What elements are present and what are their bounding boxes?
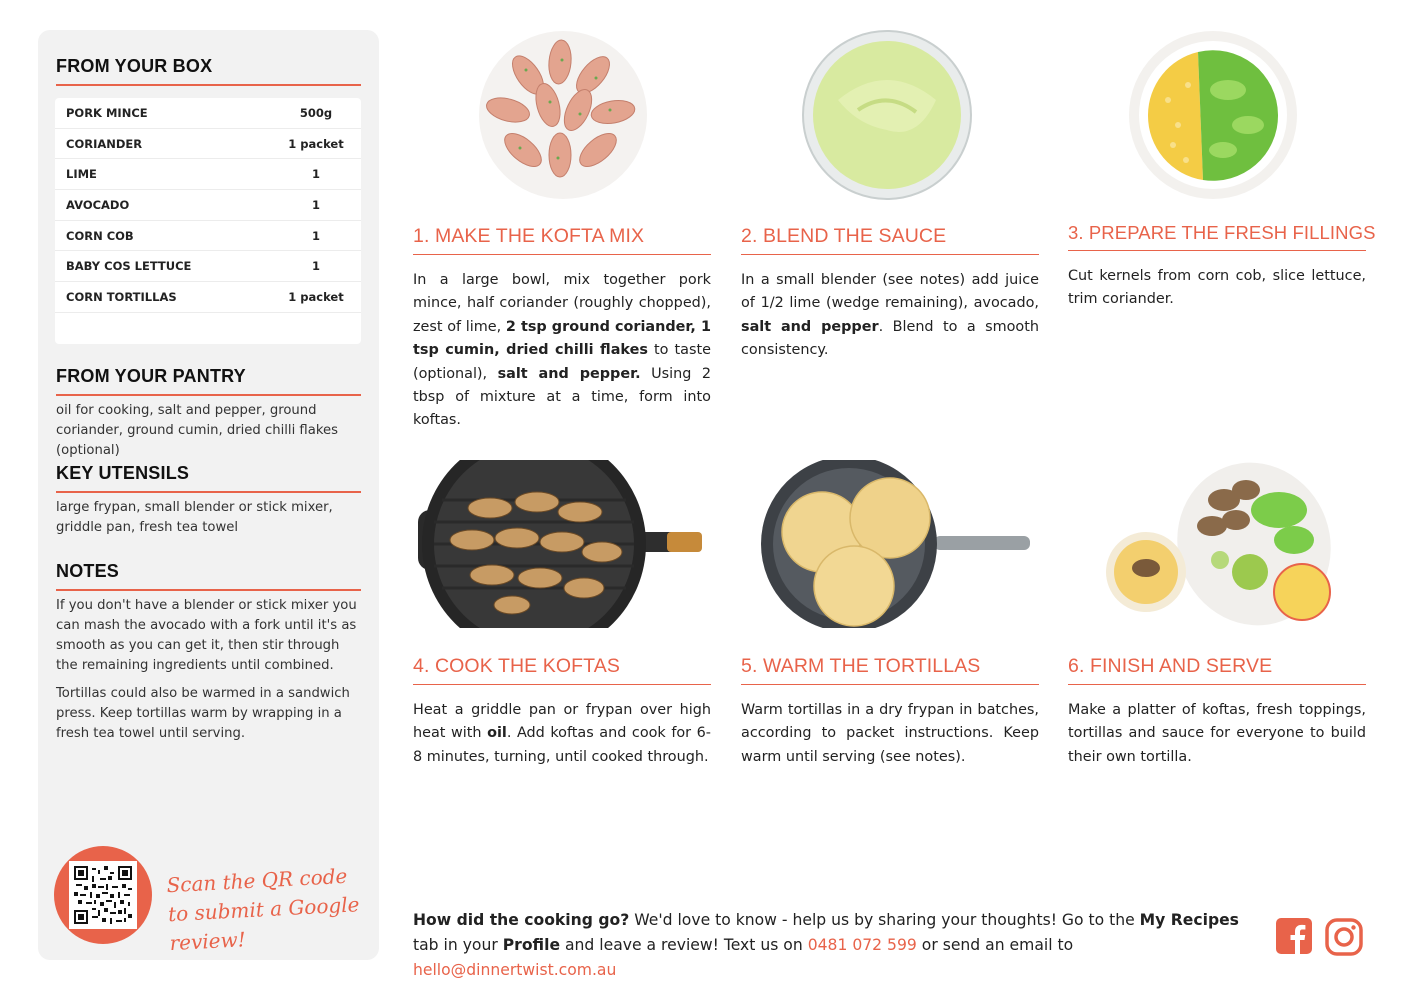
fresh-fillings-photo — [1128, 30, 1298, 200]
step-2 — [741, 225, 1039, 363]
step-4 — [413, 655, 711, 769]
text-segment: Cut kernels from corn cob, slice lettuce, trim coriander. — [1068, 268, 1366, 308]
text-segment: In a large bowl, mix together pork mince, half coriander (roughly chopped), zest of lime, — [413, 272, 711, 335]
text-segment: Make a platter of koftas, fresh toppings, tortillas and sauce for everyone to build their own tortilla. — [1068, 702, 1366, 765]
step-body — [413, 269, 711, 433]
step-body — [741, 699, 1039, 769]
step-title: 3. PREPARE THE FRESH FILLINGS — [1068, 222, 1366, 251]
ingredient-qty: 1 packet — [288, 136, 344, 151]
text-segment[interactable]: hello@dinnertwist.com.au — [413, 961, 617, 979]
step-title: 4. COOK THE KOFTAS — [413, 655, 711, 685]
table-row — [55, 159, 361, 190]
qr-badge[interactable] — [54, 846, 152, 944]
ingredient-name: CORIANDER — [66, 136, 143, 151]
step-title: 5. WARM THE TORTILLAS — [741, 655, 1039, 685]
notes-heading: NOTES — [56, 561, 361, 591]
text-segment: Warm tortillas in a dry frypan in batches, according to packet instructions. Keep warm until serving (see notes). — [741, 702, 1039, 765]
step-body — [1068, 265, 1366, 312]
text-segment: . Blend to a smooth consistency. — [741, 318, 1039, 359]
warm-tortillas-photo — [754, 460, 1030, 628]
kofta-mix-photo — [468, 30, 658, 200]
text-segment: In a small blender (see notes) add juice of 1/2 lime (wedge remaining), avocado, — [741, 272, 1039, 312]
ingredient-qty: 1 — [311, 259, 320, 274]
text-segment: Profile — [502, 936, 561, 954]
ingredient-name: CORN TORTILLAS — [66, 289, 177, 304]
text-segment: How did the cooking go? — [413, 911, 630, 929]
ingredient-name: CORN COB — [66, 228, 134, 243]
avocado-sauce-photo — [798, 30, 976, 200]
table-row — [55, 251, 361, 282]
text-segment: We'd love to know - help us by sharing your thoughts! Go to the — [629, 911, 1140, 929]
table-row — [55, 98, 361, 129]
step-5 — [741, 655, 1039, 769]
finished-platter-photo — [1104, 460, 1340, 628]
ingredient-name: LIME — [66, 167, 97, 182]
from-your-box-heading: FROM YOUR BOX — [56, 56, 361, 86]
utensils-text: large frypan, small blender or stick mixer, griddle pan, fresh tea towel — [56, 500, 333, 535]
cook-koftas-photo — [412, 460, 704, 628]
ingredient-name: BABY COS LETTUCE — [66, 259, 192, 274]
ingredient-qty: 1 packet — [288, 289, 344, 304]
notes-paragraph-2: Tortillas could also be warmed in a sandwich press. Keep tortillas warm by wrapping in a fresh tea towel until serving. — [56, 686, 350, 741]
step-title: 2. BLEND THE SAUCE — [741, 225, 1039, 255]
pantry-heading: FROM YOUR PANTRY — [56, 366, 361, 396]
text-segment: 2 tsp ground coriander, 1 tsp cumin, dried chilli flakes — [413, 318, 711, 359]
text-segment: . Add koftas and cook for 6-8 minutes, turning, until cooked through. — [413, 725, 711, 765]
text-segment: salt and pepper — [741, 318, 879, 335]
step-body — [741, 269, 1039, 363]
ingredient-name: AVOCADO — [66, 197, 130, 212]
ingredient-qty: 500g — [299, 105, 333, 120]
step-title: 1. MAKE THE KOFTA MIX — [413, 225, 711, 255]
step-body — [413, 699, 711, 769]
review-footer — [413, 908, 1263, 983]
ingredient-qty: 1 — [311, 167, 320, 182]
text-segment: oil — [487, 725, 507, 742]
ingredient-qty: 1 — [311, 197, 320, 212]
text-segment: salt and pepper. — [497, 365, 641, 382]
text-segment: tab in your — [413, 936, 503, 954]
table-row — [55, 282, 361, 313]
step-6 — [1068, 655, 1366, 769]
pantry-text: oil for cooking, salt and pepper, ground coriander, ground cumin, dried chilli flakes (optional) — [56, 403, 338, 458]
instagram-icon[interactable] — [1325, 918, 1363, 956]
text-segment[interactable]: 0481 072 599 — [807, 936, 917, 954]
step-title: 6. FINISH AND SERVE — [1068, 655, 1366, 685]
facebook-icon[interactable] — [1276, 918, 1312, 954]
text-segment: Heat a griddle pan or frypan over high heat with — [413, 702, 711, 742]
step-body — [1068, 699, 1366, 769]
ingredients-table — [55, 98, 361, 344]
table-row — [55, 129, 361, 160]
qr-call-to-action: Scan the QR code to submit a Google review! — [165, 863, 360, 956]
table-row — [55, 221, 361, 252]
text-segment: and leave a review! Text us on — [560, 936, 808, 954]
ingredient-name: PORK MINCE — [66, 105, 148, 120]
qr-code[interactable] — [69, 861, 137, 929]
text-segment: My Recipes — [1139, 911, 1239, 929]
sidebar — [38, 30, 379, 960]
ingredient-qty: 1 — [311, 228, 320, 243]
text-segment: Using 2 tbsp of mixture at a time, form into koftas. — [413, 365, 711, 429]
step-3 — [1068, 222, 1376, 312]
qr-code-image — [74, 866, 132, 924]
notes-paragraph-1: If you don't have a blender or stick mixer you can mash the avocado with a fork until it's as smooth as you can get it, then stir through the remaining ingredients until combined. — [56, 598, 357, 673]
utensils-heading: KEY UTENSILS — [56, 463, 361, 493]
table-row — [55, 190, 361, 221]
step-1 — [413, 225, 711, 433]
text-segment: to taste (optional), — [413, 342, 711, 382]
text-segment: or send an email to — [916, 936, 1074, 954]
